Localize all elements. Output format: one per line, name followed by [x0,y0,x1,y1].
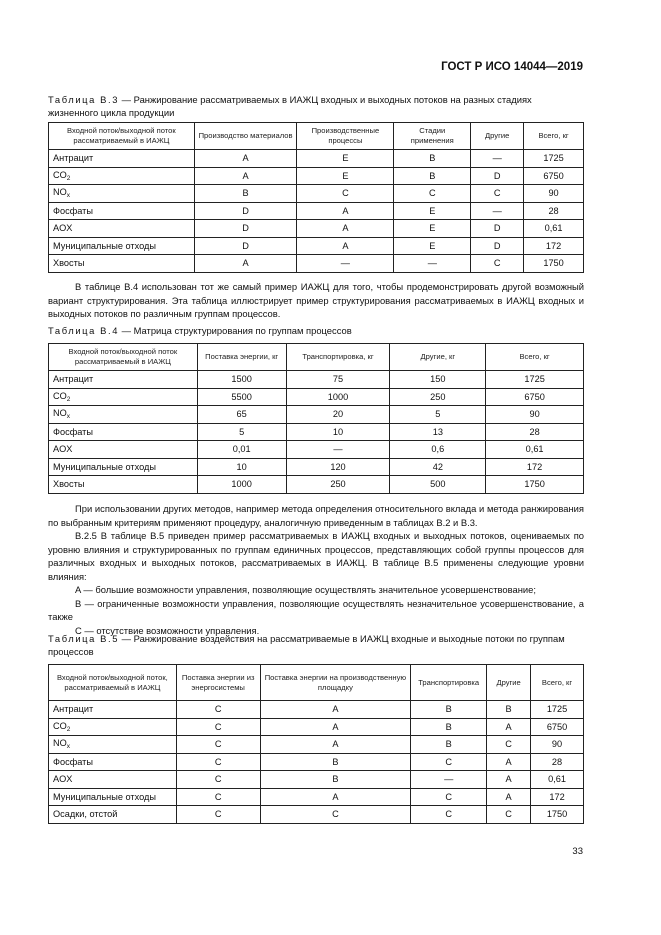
row-label [49,255,195,273]
table-cell: 65 [197,406,286,424]
table-cell: 28 [524,202,584,220]
table-cell: C [411,806,487,824]
row-label-text: Антрацит [53,704,94,715]
table-cell: C [487,806,531,824]
table-cell: E [394,220,471,238]
table-cell: — [411,771,487,789]
table-cell: C [176,753,260,771]
table-row [49,167,584,185]
paragraph-line: C — отсутствие возможности управления. [75,624,260,636]
row-label-subscript: 2 [66,395,71,403]
table-row [49,718,584,736]
table-cell: A [260,701,411,719]
table-row [49,458,584,476]
row-label [49,150,195,168]
table-cell: 5 [390,406,486,424]
column-header: Поставка энергии из энергосистемы [176,665,260,701]
table-row [49,388,584,406]
table-cell: 1750 [486,476,584,494]
table-cell: C [260,806,411,824]
table-cell: 13 [390,423,486,441]
table-row [49,441,584,459]
column-header: Поставка энергии на производственную площадку [260,665,411,701]
table-cell: B [260,771,411,789]
column-header: Входной поток/выходной поток, рассматриваемый в ИАЖЦ [49,665,177,701]
row-label-text: Фосфаты [53,205,93,216]
table-cell: 1000 [286,388,390,406]
table-cell: 1000 [197,476,286,494]
table-b3-caption-text: — Ранжирование рассматриваемых в ИАЖЦ входных и выходных потоков на разных стадиях жизненного цикла продукции [48,94,532,118]
doc-header: ГОСТ Р ИСО 14044—2019 [441,61,583,73]
table-cell: 20 [286,406,390,424]
paragraph-line: При использовании других методов, например метода определения относительного вклада и метода ранжирования по выбранным критериям применяют процедуру, аналогичную приведенным в таблицах В.2 и В.3. [48,503,584,528]
table-cell: E [297,167,394,185]
table-b5 [48,664,584,824]
table-cell: A [487,753,531,771]
table-b3 [48,122,584,273]
paragraph-b5-intro [48,502,584,637]
table-cell: 250 [390,388,486,406]
row-label-text: Муниципальные отходы [53,461,156,472]
row-label-text: CO [53,720,67,731]
row-label-text: Антрацит [53,153,94,164]
table-cell: 0,01 [197,441,286,459]
table-cell: C [471,255,524,273]
row-label-text: Фосфаты [53,426,93,437]
table-row [49,701,584,719]
table-cell: A [487,718,531,736]
table-cell: — [286,441,390,459]
table-b5-caption [48,632,584,658]
table-cell: B [411,718,487,736]
table-cell: — [471,202,524,220]
table-cell: — [394,255,471,273]
row-label-text: AOX [53,774,73,785]
row-label-text: Антрацит [53,374,94,385]
table-row [49,476,584,494]
table-cell: 150 [390,371,486,389]
row-label [49,476,198,494]
row-label [49,406,198,424]
table-cell: D [194,220,297,238]
table-b4-caption-label: Таблица В.4 [48,325,120,336]
row-label [49,220,195,238]
table-row [49,406,584,424]
table-row [49,371,584,389]
row-label [49,167,195,185]
table-cell: A [297,237,394,255]
column-header: Другие [487,665,531,701]
table-cell: A [487,788,531,806]
table-b5-caption-label: Таблица В.5 [48,633,120,644]
row-label-text: Хвосты [53,479,85,490]
table-row [49,150,584,168]
row-label [49,237,195,255]
table-cell: A [194,255,297,273]
row-label [49,701,177,719]
table-cell: 10 [197,458,286,476]
table-cell: A [194,150,297,168]
paragraph-line: A — большие возможности управления, позволяющие осуществлять значительное усовершенствование; [75,584,536,595]
column-header: Поставка энергии, кг [197,344,286,371]
table-cell: C [411,788,487,806]
table-header-row [49,123,584,150]
table-cell: 6750 [486,388,584,406]
table-cell: 1725 [524,150,584,168]
table-cell: 42 [390,458,486,476]
table-cell: 120 [286,458,390,476]
table-header-row [49,665,584,701]
table-cell: 28 [531,753,584,771]
table-cell: D [471,167,524,185]
table-cell: 5500 [197,388,286,406]
table-cell: — [297,255,394,273]
row-label-text: Фосфаты [53,756,93,767]
table-cell: A [260,736,411,754]
table-cell: 90 [486,406,584,424]
column-header: Производство материалов [194,123,297,150]
row-label-text: Муниципальные отходы [53,240,156,251]
table-cell: C [471,185,524,203]
table-cell: 1725 [486,371,584,389]
table-row [49,255,584,273]
row-label-subscript: 2 [66,725,71,733]
table-cell: 90 [531,736,584,754]
row-label-subscript: 2 [66,174,71,182]
row-label-text: Хвосты [53,258,85,269]
table-row [49,237,584,255]
paragraph-line: В.2.5 В таблице В.5 приведен пример рассматриваемых в ИАЖЦ входных и выходных потоков, оцениваемых по уровню влияния и структурированных по группам единичных процессов, представляющих собой группы процессов для различных входных и выходных потоков, рассматриваемых в ИАЖЦ. В таблице В.5 применены следующие уровни влияния: [48,530,584,582]
table-cell: A [260,788,411,806]
row-label-text: Осадки, отстой [53,809,118,820]
table-cell: C [176,806,260,824]
column-header: Всего, кг [524,123,584,150]
column-header: Входной поток/выходной поток рассматриваемый в ИАЖЦ [49,344,198,371]
table-row [49,753,584,771]
table-cell: C [487,736,531,754]
table-cell: C [176,718,260,736]
table-cell: B [194,185,297,203]
table-cell: B [487,701,531,719]
table-row [49,736,584,754]
table-cell: 0,6 [390,441,486,459]
row-label [49,423,198,441]
column-header: Стадии применения [394,123,471,150]
table-cell: B [260,753,411,771]
row-label [49,771,177,789]
table-cell: C [176,701,260,719]
row-label [49,806,177,824]
table-cell: 1725 [531,701,584,719]
column-header: Другие, кг [390,344,486,371]
table-b4 [48,343,584,494]
row-label-text: Муниципальные отходы [53,791,156,802]
table-cell: 172 [486,458,584,476]
paragraph-b4-intro: В таблице В.4 использован тот же самый пример ИАЖЦ для того, чтобы продемонстрировать другой возможный вариант структурирования. Эта таблица иллюстрирует пример структурирования рассматриваемых в ИАЖЦ входных и выходных потоков по различным группам процессов. [48,281,584,319]
row-label [49,185,195,203]
table-cell: C [176,771,260,789]
row-label-text: CO [53,169,67,180]
page-number: 33 [572,846,583,857]
table-row [49,771,584,789]
table-cell: 90 [524,185,584,203]
table-cell: C [394,185,471,203]
table-cell: D [471,220,524,238]
table-row [49,220,584,238]
table-header-row [49,344,584,371]
row-label-text: NO [53,187,67,198]
table-cell: 1500 [197,371,286,389]
table-cell: 6750 [524,167,584,185]
table-b3-caption-label: Таблица В.3 [48,94,120,105]
table-b4-caption-text: — Матрица структурирования по группам процессов [119,325,352,336]
table-cell: 75 [286,371,390,389]
table-b4-caption [48,324,584,337]
row-label-subscript: x [66,192,71,200]
table-cell: D [471,237,524,255]
table-row [49,202,584,220]
table-cell: A [487,771,531,789]
table-cell: 1750 [524,255,584,273]
table-row [49,423,584,441]
row-label [49,718,177,736]
row-label-text: NO [53,738,67,749]
row-label-text: AOX [53,223,73,234]
table-row [49,185,584,203]
table-cell: A [260,718,411,736]
table-cell: B [411,701,487,719]
table-cell: C [411,753,487,771]
table-b3-caption [48,93,584,119]
table-cell: 172 [531,788,584,806]
column-header: Другие [471,123,524,150]
table-cell: E [394,202,471,220]
table-cell: 0,61 [531,771,584,789]
table-cell: D [194,237,297,255]
column-header: Транспортировка, кг [286,344,390,371]
table-cell: 5 [197,423,286,441]
table-cell: E [394,237,471,255]
table-cell: B [411,736,487,754]
table-cell: 500 [390,476,486,494]
row-label [49,458,198,476]
column-header: Всего, кг [531,665,584,701]
table-cell: E [297,150,394,168]
table-cell: 250 [286,476,390,494]
table-cell: 28 [486,423,584,441]
row-label-text: CO [53,390,67,401]
table-cell: 172 [524,237,584,255]
column-header: Всего, кг [486,344,584,371]
table-cell: 0,61 [524,220,584,238]
table-cell: A [297,220,394,238]
table-row [49,788,584,806]
row-label-subscript: x [66,743,71,751]
table-cell: A [194,167,297,185]
row-label-subscript: x [66,413,71,421]
table-cell: 0,61 [486,441,584,459]
table-cell: B [394,167,471,185]
table-cell: C [176,788,260,806]
table-cell: B [394,150,471,168]
row-label-text: NO [53,408,67,419]
table-cell: 1750 [531,806,584,824]
paragraph-line: B — ограниченные возможности управления, позволяющие осуществлять незначительное усовершенствование, а также [48,597,584,622]
table-cell: D [194,202,297,220]
row-label [49,441,198,459]
table-cell: C [297,185,394,203]
column-header: Производственные процессы [297,123,394,150]
row-label [49,202,195,220]
row-label [49,371,198,389]
table-cell: 10 [286,423,390,441]
table-row [49,806,584,824]
column-header: Входной поток/выходной поток рассматриваемый в ИАЖЦ [49,123,195,150]
row-label [49,388,198,406]
row-label [49,736,177,754]
table-cell: 6750 [531,718,584,736]
row-label [49,788,177,806]
table-cell: C [176,736,260,754]
row-label-text: AOX [53,444,73,455]
row-label [49,753,177,771]
table-cell: A [297,202,394,220]
column-header: Транспортировка [411,665,487,701]
table-b5-caption-text: — Ранжирование воздействия на рассматриваемые в ИАЖЦ входные и выходные потоки по группам процессов [48,633,565,657]
table-cell: — [471,150,524,168]
